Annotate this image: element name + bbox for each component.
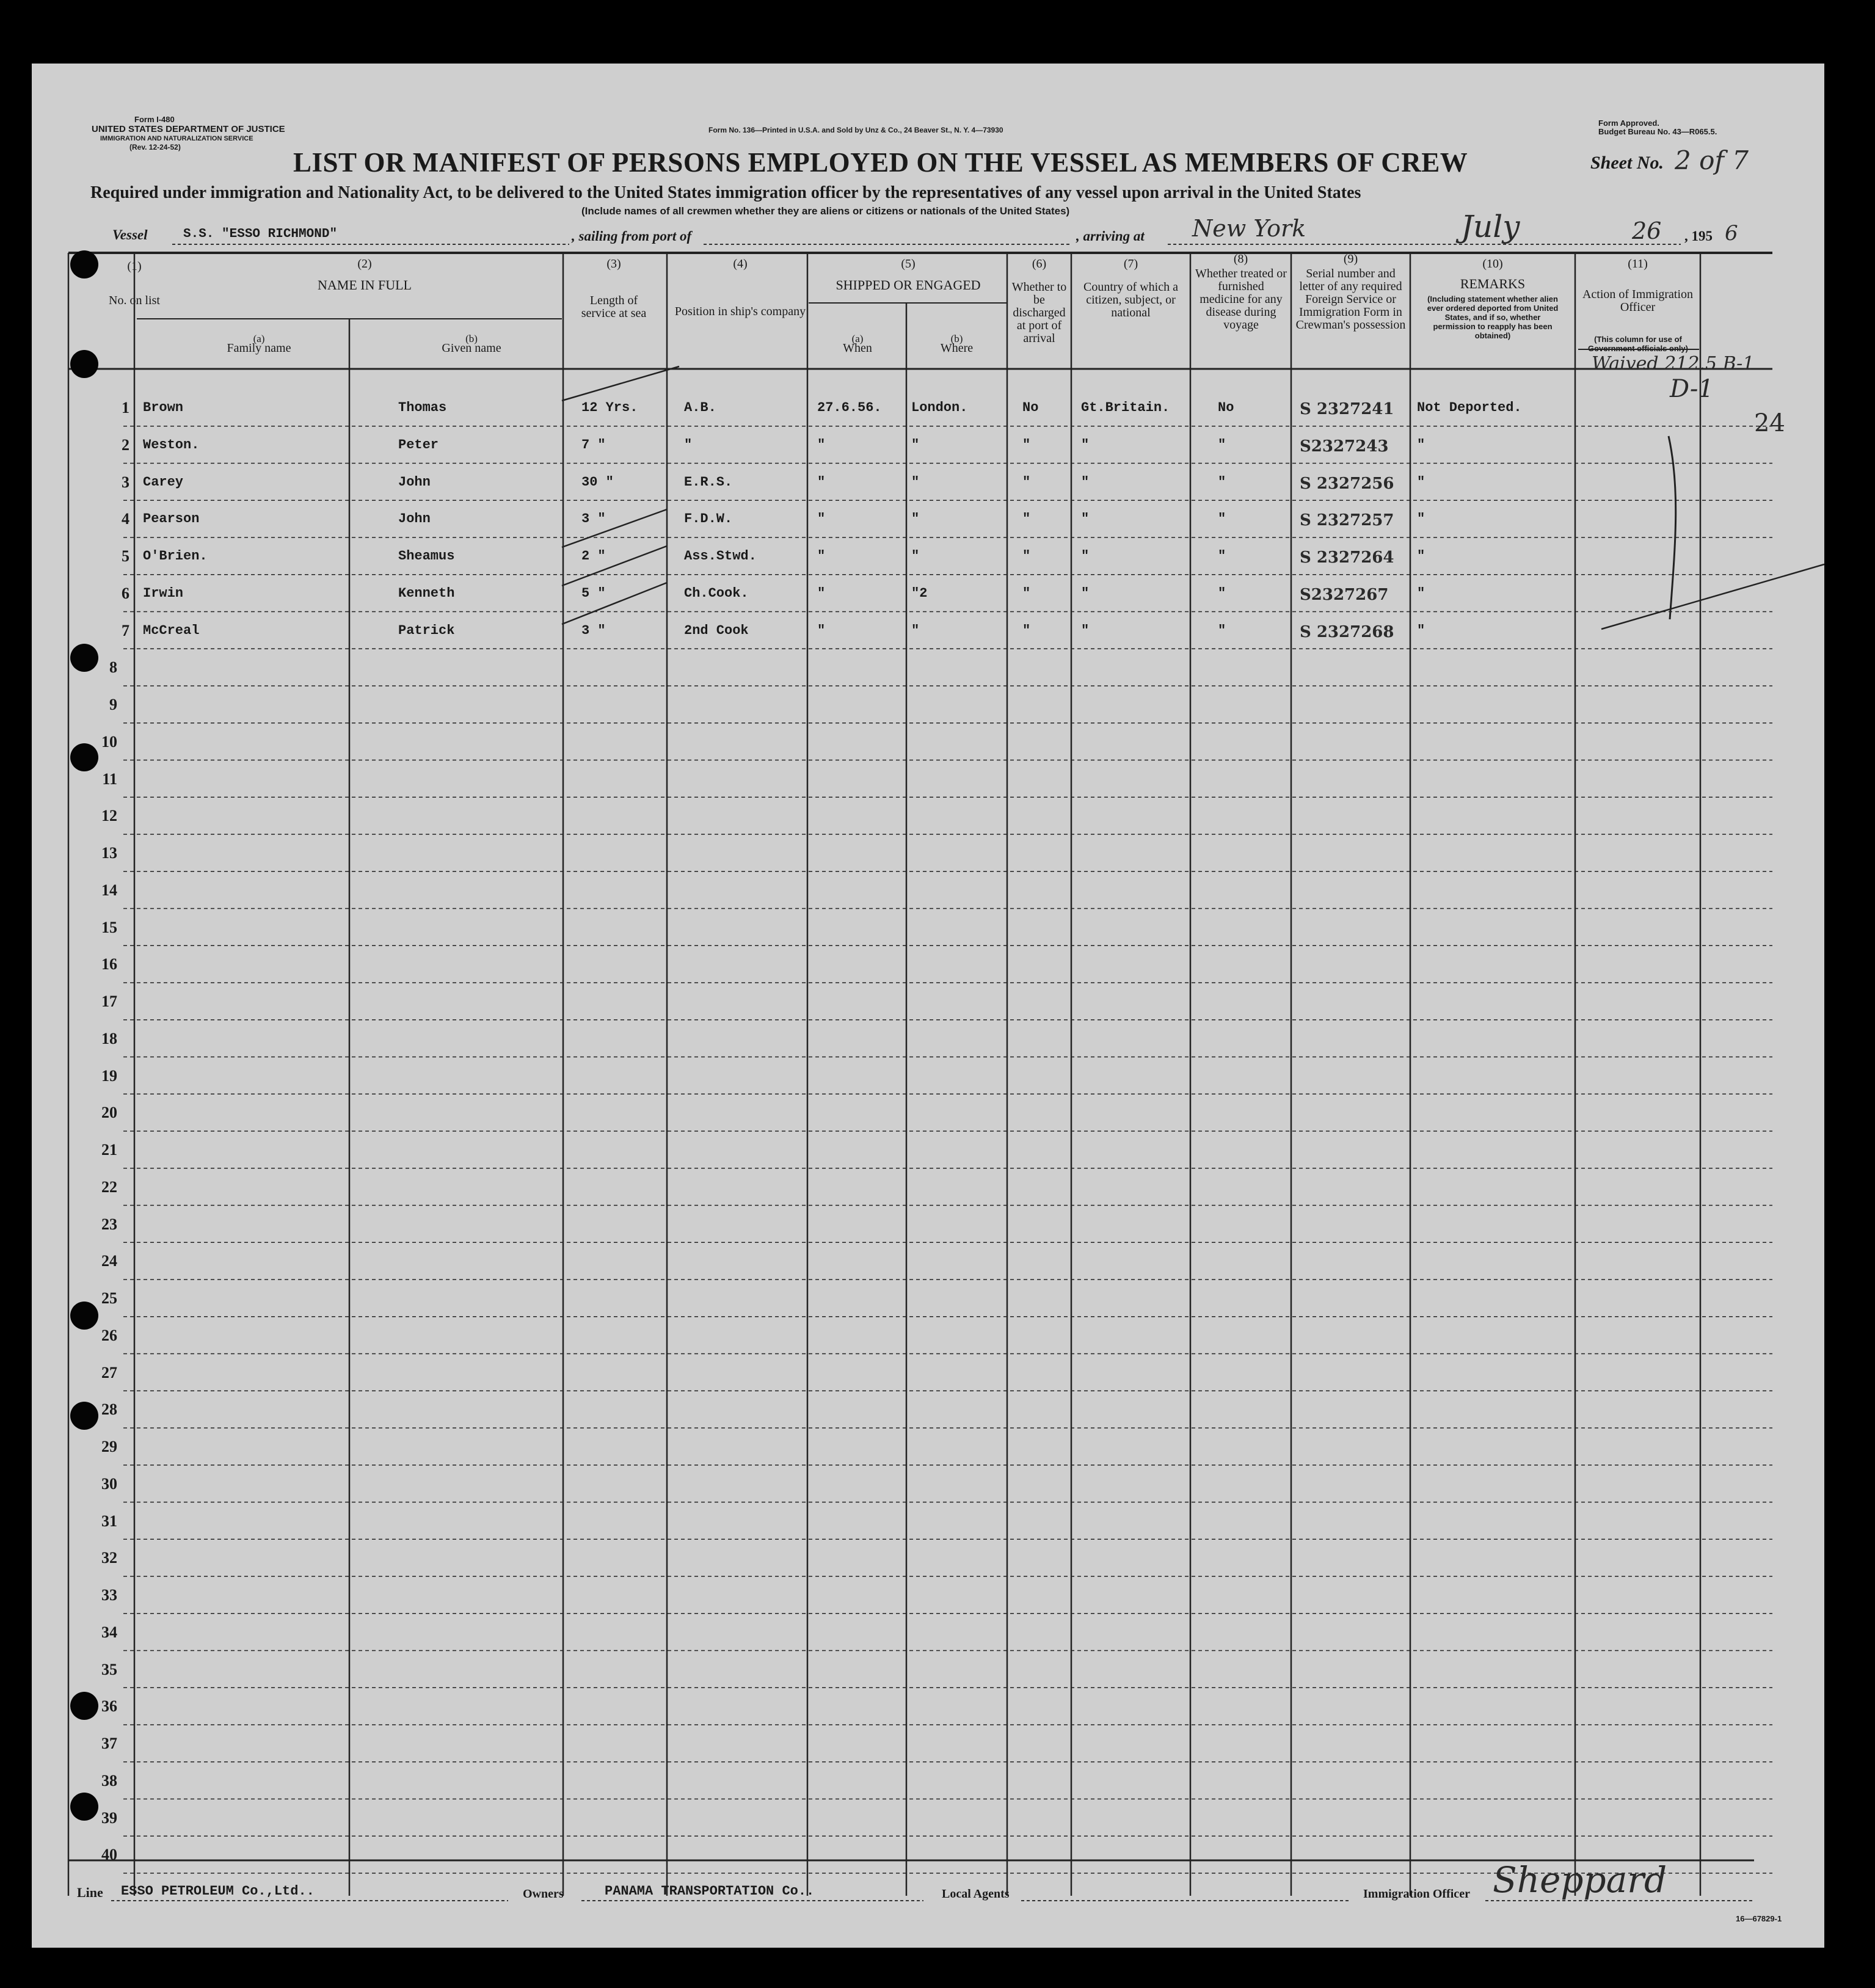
crew-family: Brown (143, 400, 184, 415)
row-number: 11 (102, 770, 117, 788)
vessel-name: S.S. "ESSO RICHMOND" (183, 227, 338, 241)
row-number: 6 (122, 584, 129, 602)
col-2b-number: (b) (465, 333, 478, 344)
col-10-label: REMARKS (1460, 276, 1526, 291)
crew-family: Pearson (143, 511, 200, 527)
crew-remarks: " (1417, 437, 1425, 453)
crew-country: " (1081, 622, 1090, 638)
d1-note: D-1 (1670, 375, 1714, 403)
crew-when: " (817, 548, 826, 564)
col-5a-label: When (843, 341, 872, 355)
crew-remarks: " (1417, 622, 1425, 638)
form-approved: Form Approved. (1598, 118, 1659, 128)
col-6-label: Whether to be discharged at port of arrival (1011, 280, 1067, 345)
row-number: 5 (122, 547, 129, 565)
col-5b-number: (b) (950, 333, 963, 344)
row-number: 20 (101, 1104, 117, 1122)
row-number: 21 (101, 1141, 117, 1159)
col-11-number: (11) (1628, 257, 1648, 271)
col-8-number: (8) (1233, 252, 1248, 266)
form-number: Form I-480 (134, 115, 175, 124)
crew-service: 3 " (581, 511, 606, 527)
line-company: ESSO PETROLEUM Co.,Ltd.. (121, 1884, 315, 1899)
binder-hole (70, 1402, 98, 1430)
crew-serial: S 2327268 (1300, 622, 1394, 641)
crew-discharge: " (1022, 437, 1031, 453)
arrival-month: July (1461, 209, 1520, 244)
crew-discharge: " (1022, 622, 1031, 638)
crew-remarks: " (1417, 548, 1425, 564)
crew-treated: " (1218, 548, 1226, 564)
crew-where: " (911, 622, 920, 638)
row-number: 29 (101, 1438, 117, 1455)
row-number: 30 (101, 1474, 117, 1493)
row-number: 3 (122, 473, 129, 491)
crew-discharge: " (1022, 585, 1031, 601)
crew-country: " (1081, 511, 1090, 527)
owners-company: PANAMA TRANSPORTATION Co.. (605, 1884, 815, 1899)
vessel-label: Vessel (112, 227, 148, 242)
row-number: 27 (101, 1363, 117, 1382)
arriving-port: New York (1192, 215, 1306, 242)
col-1-number: (1) (127, 260, 142, 273)
crew-remarks: " (1417, 585, 1425, 601)
col-10-number: (10) (1482, 257, 1503, 271)
binder-hole (70, 644, 98, 672)
line-label: Line (77, 1885, 103, 1900)
row-number: 31 (101, 1512, 117, 1530)
row-number: 22 (101, 1178, 117, 1196)
col-3-number: (3) (606, 257, 621, 271)
crew-when: " (817, 474, 826, 490)
col-6-number: (6) (1032, 257, 1047, 271)
crew-position: 2nd Cook (684, 622, 749, 638)
row-number: 17 (101, 992, 117, 1010)
row-number: 32 (101, 1549, 117, 1567)
row-number: 16 (101, 955, 117, 974)
col-5b-label: Where (940, 341, 974, 355)
sheet-number: 2 of 7 (1675, 145, 1749, 175)
crew-family: Weston. (143, 437, 200, 453)
crew-treated: " (1218, 511, 1226, 527)
crew-position: " (684, 437, 693, 453)
crew-when: " (817, 437, 826, 453)
printer-note: Form No. 136—Printed in U.S.A. and Sold by Unz & Co., 24 Beaver St., N. Y. 4—73930 (708, 126, 1003, 134)
row-number: 1 (122, 399, 129, 417)
annotation-strokes (32, 64, 1824, 735)
crew-serial: S 2327264 (1300, 548, 1394, 567)
crew-service: 5 " (581, 585, 606, 601)
col-5-number: (5) (901, 257, 916, 271)
crew-family: Carey (143, 474, 184, 490)
agency-name: UNITED STATES DEPARTMENT OF JUSTICE (92, 124, 285, 134)
page-title: LIST OR MANIFEST OF PERSONS EMPLOYED ON THE VESSEL AS MEMBERS OF CREW (293, 147, 1468, 178)
row-number: 28 (101, 1400, 117, 1419)
crew-position: Ch.Cook. (684, 585, 749, 601)
col-4-label: Position in ship's company (674, 305, 806, 318)
col-7-number: (7) (1123, 257, 1138, 271)
crew-treated: No (1218, 400, 1234, 415)
crew-treated: " (1218, 437, 1226, 453)
crew-service: 7 " (581, 437, 606, 453)
local-agents-label: Local Agents (942, 1887, 1010, 1901)
crew-given: Peter (398, 437, 439, 453)
immigration-officer-label: Immigration Officer (1363, 1887, 1470, 1901)
crew-position: Ass.Stwd. (684, 548, 757, 564)
binder-hole (70, 250, 98, 279)
crew-given: Patrick (398, 622, 455, 638)
crew-given: Thomas (398, 400, 447, 415)
crew-service: 3 " (581, 622, 606, 638)
arrival-day: 26 (1632, 217, 1662, 244)
crew-given: Sheamus (398, 548, 455, 564)
crew-position: F.D.W. (684, 511, 733, 527)
crew-discharge: " (1022, 474, 1031, 490)
row-number: 24 (101, 1252, 117, 1270)
col-11-note: (This column for use of Government officials only) (1588, 335, 1688, 353)
crew-country: " (1081, 585, 1090, 601)
col-2a-label: Family name (227, 341, 291, 355)
crew-serial: S 2327241 (1300, 400, 1394, 418)
row-number: 39 (101, 1808, 117, 1827)
row-number: 9 (109, 696, 117, 713)
crew-serial: S2327243 (1300, 437, 1389, 456)
binder-hole (70, 1692, 98, 1720)
crew-when: " (817, 511, 826, 527)
arriving-label: , arriving at (1076, 228, 1145, 244)
budget-bureau: Budget Bureau No. 43—R065.5. (1598, 127, 1717, 136)
col-8-label: Whether treated or furnished medicine for any disease during voyage (1195, 267, 1287, 332)
row-number: 18 (101, 1029, 117, 1047)
service-name: IMMIGRATION AND NATURALIZATION SERVICE (100, 135, 253, 142)
row-number: 7 (122, 621, 129, 639)
crew-serial: S2327267 (1300, 585, 1389, 604)
row-number: 4 (122, 510, 129, 528)
form-code: 16—67829-1 (1736, 1914, 1782, 1923)
row-number: 19 (101, 1066, 117, 1085)
col-5-label: SHIPPED OR ENGAGED (836, 277, 981, 293)
row-number: 26 (101, 1326, 117, 1344)
margin-number: 24 (1754, 409, 1785, 437)
crew-family: Irwin (143, 585, 184, 601)
crew-when: 27.6.56. (817, 400, 882, 415)
crew-remarks: Not Deported. (1417, 400, 1522, 415)
row-number: 8 (109, 658, 117, 677)
crew-discharge: " (1022, 511, 1031, 527)
row-number: 37 (101, 1735, 117, 1752)
crew-country: " (1081, 474, 1090, 490)
row-number: 10 (101, 732, 117, 751)
crew-family: McCreal (143, 622, 200, 638)
row-number: 36 (101, 1697, 117, 1716)
row-number: 34 (101, 1623, 117, 1641)
col-2-number: (2) (357, 257, 372, 271)
crew-treated: " (1218, 585, 1226, 601)
manifest-page (32, 64, 1824, 1948)
page-subtitle: Required under immigration and Nationality Act, to be delivered to the United States immigration officer by the representatives of any vessel upon arrival in the United States (90, 183, 1361, 202)
crew-remarks: " (1417, 511, 1425, 527)
col-1-label: No. on list (109, 294, 160, 307)
col-9-label: Serial number and letter of any required Foreign Service or Immigration Form in Crewman's possession (1295, 267, 1406, 332)
include-note: (Include names of all crewmen whether they are aliens or citizens or nationals of the United States) (581, 205, 1070, 217)
crew-where: "2 (911, 585, 928, 601)
crew-where: London. (911, 400, 968, 415)
col-2b-label: Given name (442, 341, 501, 355)
row-number: 40 (101, 1846, 117, 1864)
col-7-label: Country of which a citizen, subject, or national (1083, 280, 1178, 319)
row-number: 12 (101, 807, 117, 825)
col-2-label: NAME IN FULL (318, 277, 412, 293)
crew-service: 12 Yrs. (581, 400, 638, 415)
col-5a-number: (a) (851, 333, 864, 344)
crew-given: John (398, 474, 431, 490)
crew-remarks: " (1417, 474, 1425, 490)
col-3-label: Length of service at sea (581, 294, 647, 320)
crew-service: 2 " (581, 548, 606, 564)
crew-when: " (817, 622, 826, 638)
crew-discharge: No (1022, 400, 1039, 415)
crew-where: " (911, 548, 920, 564)
crew-where: " (911, 474, 920, 490)
row-number: 33 (101, 1586, 117, 1604)
crew-when: " (817, 585, 826, 601)
crew-given: John (398, 511, 431, 527)
crew-treated: " (1218, 622, 1226, 638)
binder-hole (70, 1302, 98, 1330)
row-number: 38 (101, 1771, 117, 1790)
col-11-label: Action of Immigration Officer (1582, 288, 1694, 314)
owners-label: Owners (523, 1887, 564, 1901)
crew-discharge: " (1022, 548, 1031, 564)
col-9-number: (9) (1343, 252, 1358, 266)
waived-note: Waived 212.5 B-1 (1592, 353, 1755, 374)
crew-where: " (911, 437, 920, 453)
crew-position: E.R.S. (684, 474, 733, 490)
binder-hole (70, 1793, 98, 1821)
col-10-note: (Including statement whether alien ever ordered deported from United States, and if so, whether permission to reapply has been obtained) (1427, 294, 1559, 340)
row-number: 25 (101, 1289, 117, 1307)
sheet-label: Sheet No. (1590, 153, 1664, 173)
crew-where: " (911, 511, 920, 527)
binder-hole (70, 743, 98, 771)
row-number: 35 (101, 1660, 117, 1678)
officer-signature: Sheppard (1493, 1859, 1667, 1901)
crew-treated: " (1218, 474, 1226, 490)
row-number: 2 (122, 435, 129, 454)
crew-country: " (1081, 437, 1090, 453)
binder-hole (70, 350, 98, 378)
revision-date: (Rev. 12-24-52) (129, 143, 181, 151)
crew-country: Gt.Britain. (1081, 400, 1170, 415)
sailing-label: , sailing from port of (572, 228, 692, 244)
year-prefix: , 195 (1684, 228, 1713, 244)
col-4-number: (4) (733, 257, 748, 271)
row-number: 15 (101, 918, 117, 936)
crew-given: Kenneth (398, 585, 455, 601)
crew-serial: S 2327256 (1300, 474, 1394, 493)
footer-rules (32, 1835, 1824, 1908)
row-number: 23 (101, 1215, 117, 1233)
row-number: 13 (101, 844, 117, 862)
row-number: 14 (101, 881, 117, 899)
crew-service: 30 " (581, 474, 614, 490)
crew-country: " (1081, 548, 1090, 564)
crew-serial: S 2327257 (1300, 511, 1394, 530)
year-digit: 6 (1725, 221, 1738, 246)
crew-family: O'Brien. (143, 548, 208, 564)
crew-position: A.B. (684, 400, 716, 415)
col-2a-number: (a) (253, 333, 265, 344)
